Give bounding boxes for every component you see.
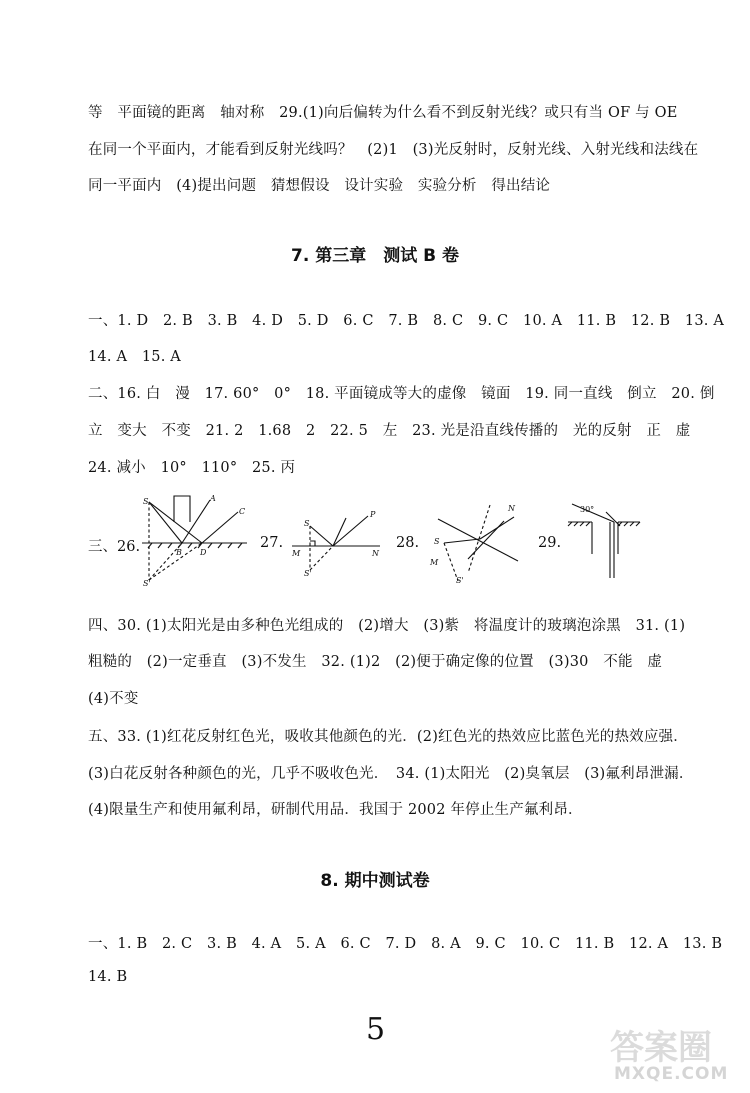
answer-line: (3)白花反射各种颜色的光，几乎不吸收色光． 34. (1)太阳光 (2)臭氧层 (3)氟利昂泄漏． <box>88 766 694 782</box>
section-title: 7. 第三章 测试 B 卷 <box>291 246 459 266</box>
fig28-label-s-prime: S' <box>456 576 464 585</box>
section-title: 8. 期中测试卷 <box>320 871 430 891</box>
fig27-label-n: N <box>372 549 379 558</box>
fig26-label-b: B <box>176 548 182 557</box>
fig27-label-m: M <box>292 549 301 558</box>
watermark-logo <box>610 1020 745 1090</box>
fig27-label-s: S <box>304 519 310 528</box>
question-label: 三、26. <box>88 539 141 555</box>
fig29-label-30: 30° <box>580 505 595 514</box>
answer-line: 五、33. (1)红花反射红色光，吸收其他颜色的光．(2)红色光的热效应比蓝色光的热效应强． <box>88 729 688 745</box>
answer-line: (4)不变 <box>88 691 139 707</box>
fig28-label-n: N <box>508 504 515 513</box>
fig26-label-a: A <box>210 494 216 503</box>
fig27-label-p: P <box>370 510 376 519</box>
answer-line: 14. A 15. A <box>88 349 181 365</box>
fig26-label-s: S <box>143 497 149 506</box>
figure-27 <box>288 508 380 578</box>
question-label: 27. <box>260 535 284 551</box>
question-label: 29. <box>538 535 562 551</box>
question-label: 28. <box>396 535 420 551</box>
answer-line: 一、1. D 2. B 3. B 4. D 5. D 6. C 7. B 8. C 9. C 10. A 11. B 12. B 13. A <box>88 313 725 329</box>
answer-line: 二、16. 白 漫 17. 60° 0° 18. 平面镜成等大的虚像 镜面 19. 同一直线 倒立 20. 倒 <box>88 386 715 402</box>
answer-line: 在同一个平面内，才能看到反射光线吗？ (2)1 (3)光反射时，反射光线、入射光线和法线在 <box>88 142 699 158</box>
answer-line: 同一平面内 (4)提出问题 猜想假设 设计实验 实验分析 得出结论 <box>88 178 551 194</box>
answer-line: 粗糙的 (2)一定垂直 (3)不发生 32. (1)2 (2)便于确定像的位置 (3)30 不能 虚 <box>88 654 663 670</box>
watermark-url: MXQE.COM <box>614 1064 729 1084</box>
fig27-label-s-prime: S' <box>304 569 312 578</box>
watermark-text: 答案圈 <box>610 1028 712 1068</box>
page-number: 5 <box>366 1012 386 1047</box>
answer-line: 等 平面镜的距离 轴对称 29.(1)向后偏转为什么看不到反射光线？或只有当 OF 与 OE <box>88 105 678 121</box>
figure-28 <box>428 503 528 583</box>
figure-26 <box>142 492 247 587</box>
fig28-label-m: M <box>430 558 439 567</box>
fig26-label-c: C <box>239 507 246 516</box>
fig26-label-s-prime: S' <box>143 579 151 588</box>
answer-line: 立 变大 不变 21. 2 1.68 2 22. 5 左 23. 光是沿直线传播的 光的反射 正 虚 <box>88 423 691 439</box>
answer-line: 14. B <box>88 969 128 985</box>
answer-line: (4)限量生产和使用氟利昂，研制代用品．我国于 2002 年停止生产氟利昂． <box>88 802 583 818</box>
fig26-label-d: D <box>200 548 207 557</box>
answer-line: 一、1. B 2. C 3. B 4. A 5. A 6. C 7. D 8. A 9. C 10. C 11. B 12. A 13. B <box>88 936 723 952</box>
figure-29 <box>568 498 643 583</box>
fig28-label-s: S <box>434 537 440 546</box>
answer-line: 四、30. (1)太阳光是由多种色光组成的 (2)增大 (3)紫 将温度计的玻璃泡涂黑 31. (1) <box>88 618 686 634</box>
answer-line: 24. 减小 10° 110° 25. 丙 <box>88 460 296 476</box>
